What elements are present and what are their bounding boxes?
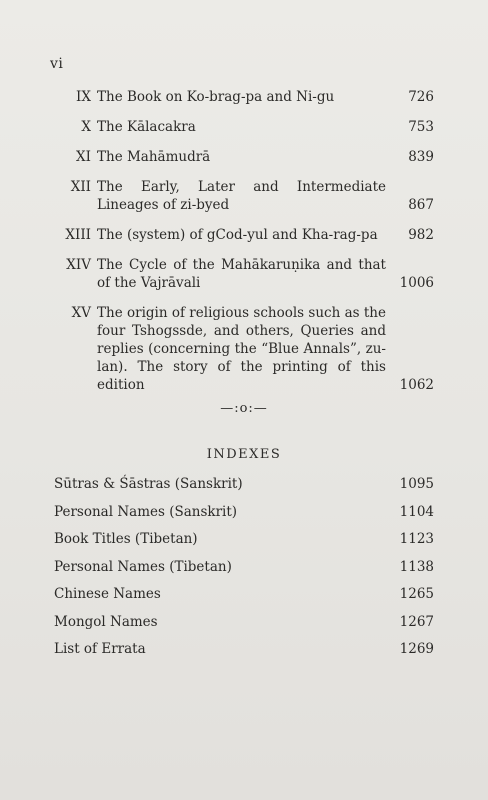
index-entry	[54, 475, 434, 503]
index-entry-title: Personal Names (Sanskrit)	[54, 503, 238, 520]
index-entry	[54, 585, 434, 613]
toc-entry-page: 1006	[399, 275, 434, 291]
toc-entry-number: XII	[70, 179, 91, 195]
toc-entry-number: XIV	[66, 257, 91, 273]
index-entry-title: List of Errata	[54, 641, 146, 657]
toc-entry-title: The Early, Later and Intermediate Lineages of zi-byed	[97, 179, 386, 213]
toc-entry-number: X	[81, 119, 91, 135]
toc-entry	[50, 178, 434, 214]
index-entry-page: 1095	[399, 476, 434, 492]
toc-entry-page: 839	[408, 149, 434, 165]
toc-entry-number: IX	[76, 89, 91, 105]
index-entry-page: 1265	[399, 586, 434, 602]
toc-entry-page: 753	[408, 119, 434, 135]
index-entry	[54, 530, 434, 558]
index-entry-page: 1123	[399, 531, 434, 547]
toc-entry	[50, 118, 434, 136]
toc-entry	[50, 304, 434, 394]
table-of-contents	[50, 88, 434, 406]
toc-entry	[50, 226, 434, 244]
toc-entry-title: The Mahāmudrā	[97, 149, 211, 165]
index-entry-title: Book Titles (Tibetan)	[54, 531, 198, 547]
indexes-heading: INDEXES	[206, 447, 282, 462]
toc-entry-number: XIII	[65, 227, 91, 243]
toc-entry-page: 1062	[399, 377, 434, 393]
index-entry	[54, 558, 434, 586]
index-entry	[54, 640, 434, 668]
page-number: vi	[50, 56, 64, 72]
index-entry-page: 1138	[399, 558, 434, 575]
toc-entry	[50, 88, 434, 106]
toc-entry-title: The Cycle of the Mahākaruṇika and that of the Vajrāvali	[97, 257, 386, 291]
index-entry-page: 1104	[399, 503, 434, 520]
toc-entry-page: 726	[408, 89, 434, 105]
toc-entry-title: The (system) of gCod-yul and Kha-rag-pa	[97, 227, 378, 243]
index-list	[54, 475, 434, 668]
toc-entry-title: The origin of religious schools such as the four Tshogssde, and others, Queries and replies (concerning the “Blue Annals”, zu-lan). The story of the printing of this edition	[97, 305, 386, 393]
index-entry	[54, 503, 434, 531]
toc-entry	[50, 256, 434, 292]
index-entry-page: 1269	[399, 641, 434, 657]
toc-entry-number: XV	[71, 305, 91, 321]
index-entry-title: Sūtras & Śāstras (Sanskrit)	[54, 476, 243, 492]
index-entry	[54, 613, 434, 641]
toc-entry	[50, 148, 434, 166]
section-separator: —:o:—	[220, 401, 268, 416]
toc-entry-title: The Kālacakra	[97, 119, 196, 135]
index-entry-title: Mongol Names	[54, 613, 158, 630]
index-entry-title: Personal Names (Tibetan)	[54, 558, 232, 575]
toc-entry-title: The Book on Ko-brag-pa and Ni-gu	[97, 89, 335, 105]
toc-entry-page: 867	[408, 197, 434, 213]
toc-entry-page: 982	[408, 227, 434, 243]
index-entry-page: 1267	[399, 613, 434, 630]
index-entry-title: Chinese Names	[54, 586, 161, 602]
toc-entry-number: XI	[76, 149, 91, 165]
